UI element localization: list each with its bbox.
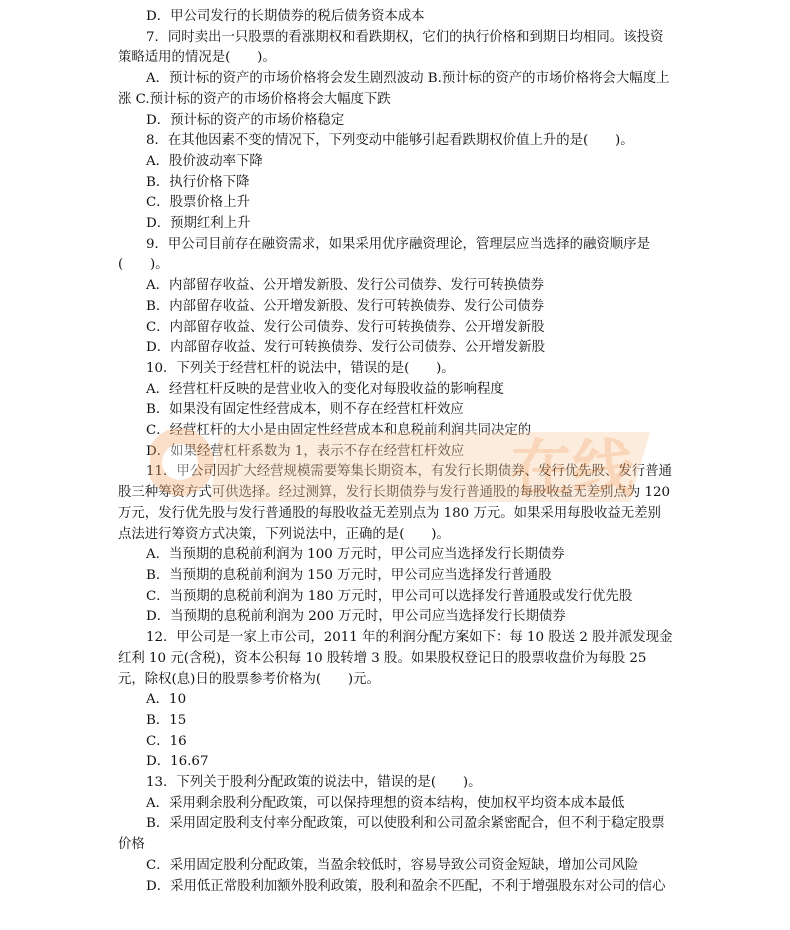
answer-option: B．当预期的息税前利润为 150 万元时，甲公司应当选择发行普通股	[146, 567, 552, 583]
question-stem: 12．甲公司是一家上市公司，2011 年的利润分配方案如下：每 10 股送 2 股并派发现金红利 10 元(含税)，资本公积每 10 股转增 3 股。如果股权登记日的股票收盘价为每股 25 元，除权(息)日的股票参考价格为( )元。	[118, 630, 673, 687]
answer-option: D．16.67	[146, 754, 209, 770]
answer-option: A．预计标的资产的市场价格将会发生剧烈波动 B.预计标的资产的市场价格将会大幅度上涨 C.预计标的资产的市场价格将会大幅度下跌	[118, 71, 670, 107]
answer-option: D．当预期的息税前利润为 200 万元时，甲公司应当选择发行长期债券	[146, 609, 566, 625]
answer-option: D．内部留存收益、发行可转换债券、发行公司债券、公开增发新股	[146, 340, 546, 356]
answer-option: B．如果没有固定性经营成本，则不存在经营杠杆效应	[146, 402, 464, 418]
answer-option: C．当预期的息税前利润为 180 万元时，甲公司可以选择发行普通股或发行优先股	[146, 588, 633, 604]
question-stem: 9．甲公司目前存在融资需求，如果采用优序融资理论，管理层应当选择的融资顺序是( )。	[118, 236, 650, 273]
answer-option: C．股票价格上升	[146, 195, 250, 211]
question-stem: 7．同时卖出一只股票的看涨期权和看跌期权，它们的执行价格和到期日均相同。该投资策略适用的情况是( )。	[118, 29, 664, 66]
answer-option: D．采用低正常股利加额外股利政策，股利和盈余不匹配，不利于增强股东对公司的信心	[146, 878, 666, 894]
answer-option: B．15	[146, 712, 187, 728]
question-stem: 10．下列关于经营杠杆的说法中，错误的是( )。	[146, 360, 455, 376]
answer-option: B．采用固定股利支付率分配政策，可以使股利和公司盈余紧密配合，但不利于稳定股票价格	[118, 816, 665, 853]
answer-option: A．内部留存收益、公开增发新股、发行公司债券、发行可转换债券	[146, 278, 544, 294]
question-stem: 11．甲公司因扩大经营规模需要筹集长期资本，有发行长期债券、发行优先股、发行普通股三种筹资方式可供选择。经过测算，发行长期债券与发行普通股的每股收益无差别点为 120 万元，发行优先股与发行普通股的每股收益无差别点为 180 万元。如果采用每股收益无差别点法进行筹资方式决策，下列说法中，正确的是( )。	[118, 464, 672, 542]
answer-option: A．经营杠杆反映的是营业收入的变化对每股收益的影响程度	[146, 381, 504, 397]
question-stem: 13．下列关于股利分配政策的说法中，错误的是( )。	[146, 775, 482, 791]
watermark-text: 在线	[510, 432, 635, 505]
question-stem: 8．在其他因素不变的情况下，下列变动中能够引起看跌期权价值上升的是( )。	[146, 133, 634, 149]
answer-option: C．采用固定股利分配政策，当盈余较低时，容易导致公司资金短缺，增加公司风险	[146, 857, 639, 873]
answer-option: D．甲公司发行的长期债券的税后债务资本成本	[146, 9, 425, 24]
answer-option: A．股价波动率下降	[146, 153, 263, 169]
answer-option: A．10	[146, 692, 187, 708]
question-list	[118, 7, 674, 897]
answer-option: C．内部留存收益、发行公司债券、发行可转换债券、公开增发新股	[146, 319, 545, 335]
answer-option: C．经营杠杆的大小是由固定性经营成本和息税前利润共同决定的	[146, 423, 532, 439]
answer-option: A．当预期的息税前利润为 100 万元时，甲公司应当选择发行长期债券	[146, 547, 565, 563]
answer-option: B．执行价格下降	[146, 174, 250, 190]
answer-option: C．16	[146, 733, 187, 749]
answer-option: D．如果经营杠杆系数为 1，表示不存在经营杠杆效应	[146, 443, 465, 459]
answer-option: D．预计标的资产的市场价格稳定	[146, 112, 345, 128]
answer-option: A．采用剩余股利分配政策，可以保持理想的资本结构，使加权平均资本成本最低	[146, 795, 625, 811]
answer-option: B．内部留存收益、公开增发新股、发行可转换债券、发行公司债券	[146, 298, 545, 314]
answer-option: D．预期红利上升	[146, 216, 251, 232]
